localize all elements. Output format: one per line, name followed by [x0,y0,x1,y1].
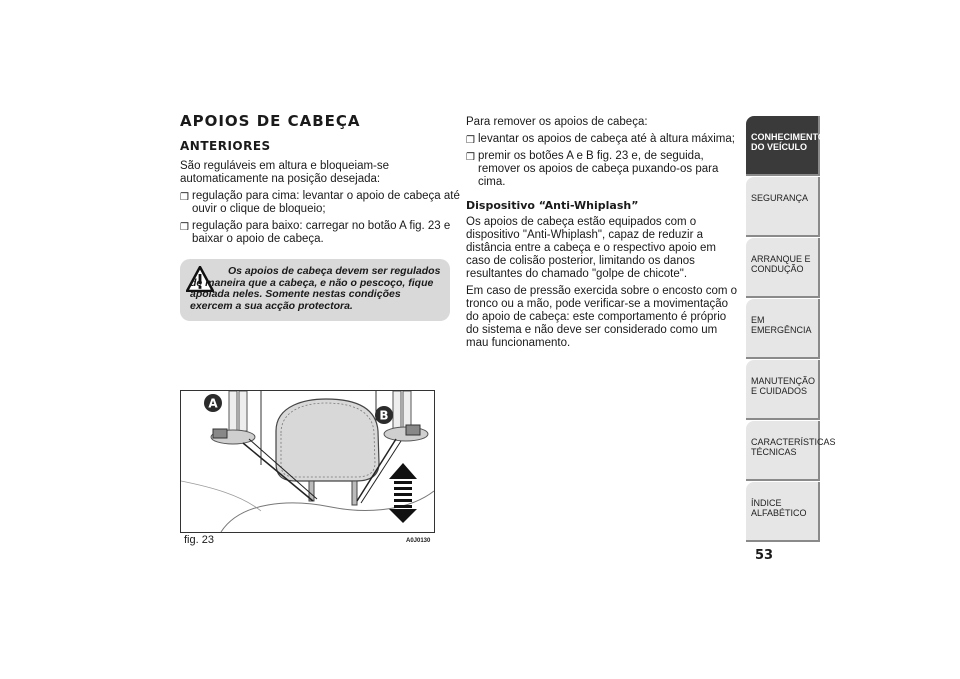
intro-text: São reguláveis em altura e bloqueiam-se automaticamente na posição desejada: [180,160,390,185]
pressure-paragraph: Em caso de pressão exercida sobre o encosto com o tronco ou a mão, pode verificar-se a movimentação do apoio de cabeça: este comportamento é próprio do sistema e não deve ser considerado como um mau funcionamento. [466,285,738,349]
checkbox-bullet-icon: ❒ [180,192,189,203]
list-item: ❒ regulação para cima: levantar o apoio de cabeça até ouvir o clique de bloqueio; [180,190,460,215]
tab-emergencia[interactable]: EM EMERGÊNCIA [746,299,820,359]
checkbox-bullet-icon: ❒ [466,152,475,163]
headrest-illustration [181,391,434,532]
headrest-figure [180,390,435,533]
list-item: ❒ levantar os apoios de cabeça até à altura máxima; [466,133,735,146]
adjustment-list [180,190,466,250]
right-column [466,116,742,354]
tab-manutencao[interactable]: MANUTENÇÃO E CUIDADOS [746,360,820,420]
checkbox-bullet-icon: ❒ [466,135,475,146]
warning-text: Os apoios de cabeça devem ser regulados de maneira que a cabeça, e não o pescoço, fique apoiada neles. Somente nestas condições exercem a sua acção protectora. [190,265,441,312]
anti-whiplash-title: Dispositivo “Anti-Whiplash” [466,199,639,212]
tab-arranque[interactable]: ARRANQUE E CONDUÇÃO [746,238,820,298]
list-item: ❒ regulação para baixo: carregar no botão A fig. 23 e baixar o apoio de cabeça. [180,220,451,245]
remove-list [466,133,742,189]
tab-seguranca[interactable]: SEGURANÇA [746,177,820,237]
section-subtitle: ANTERIORES [180,139,271,153]
label-b: B [379,408,389,423]
label-a: A [208,396,218,411]
page-number: 53 [755,548,774,563]
chapter-tabs [746,116,836,543]
tab-indice[interactable]: ÍNDICE ALFABÉTICO [746,482,820,542]
checkbox-bullet-icon: ❒ [180,222,189,233]
tab-caracteristicas[interactable]: CARACTERÍSTICAS TÉCNICAS [746,421,820,481]
page-title: APOIOS DE CABEÇA [180,112,361,130]
remove-intro: Para remover os apoios de cabeça: [466,116,648,128]
tab-conhecimento[interactable]: CONHECIMENTO DO VEÍCULO [746,116,820,176]
figure-caption: fig. 23 [184,534,214,546]
figure-code: A0J0130 [406,538,431,544]
anti-whiplash-paragraph: Os apoios de cabeça estão equipados com o dispositivo "Anti-Whiplash", capaz de reduzir a distância entre a cabeça e o respectivo apoio em caso de colisão posterior, limitando os danos resultantes do chamado "golpe de chicote". [466,216,716,280]
list-item: ❒ premir os botões A e B fig. 23 e, de seguida, remover os apoios de cabeça puxando-os para cima. [466,150,719,188]
